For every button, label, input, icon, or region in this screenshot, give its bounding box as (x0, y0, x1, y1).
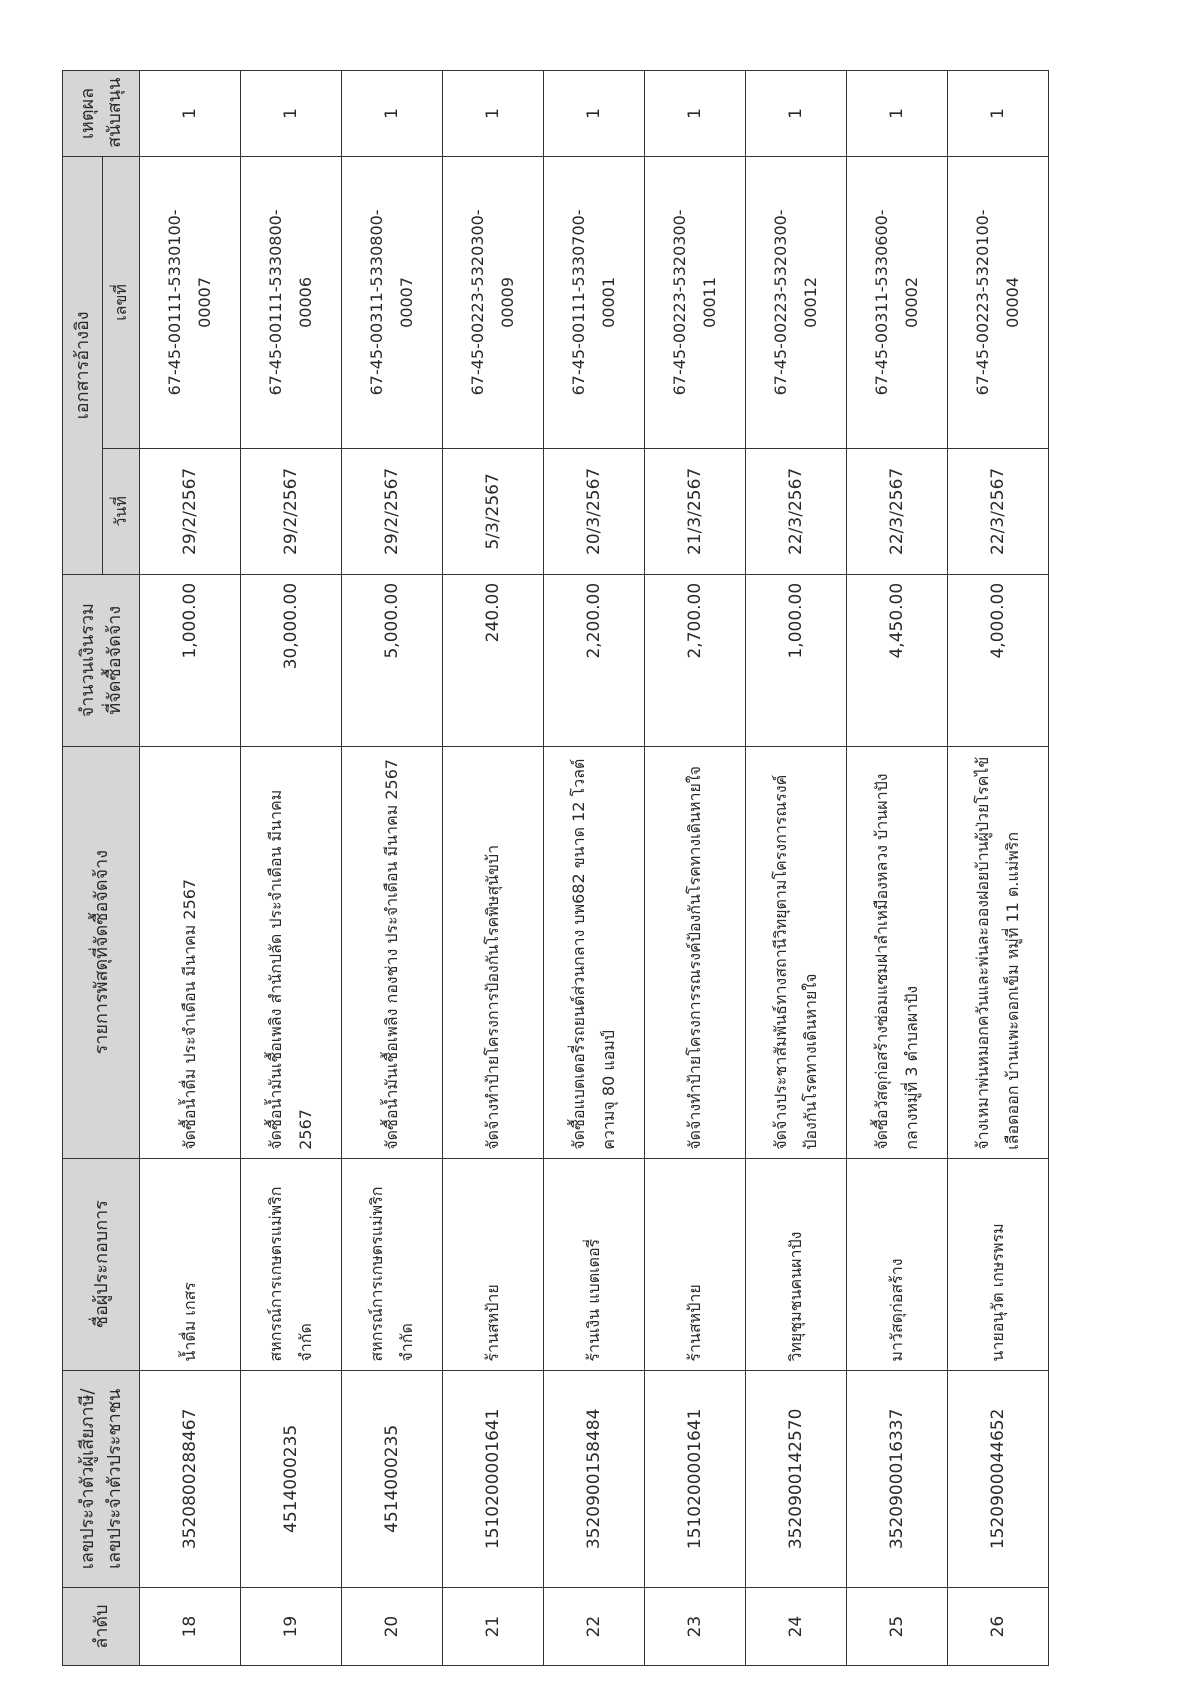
row-doc-no: 67-45-00223-5320100- 00004 (948, 156, 1049, 448)
row-reason: 1 (645, 71, 746, 157)
row-vendor: น้ำดื่ม เกสร (140, 1158, 241, 1370)
row-date: 5/3/2567 (443, 448, 544, 574)
table-row (241, 71, 342, 1666)
row-seq: 18 (140, 1588, 241, 1666)
table-row (342, 71, 443, 1666)
row-items: จัดจ้างทำป้ายโครงการรณรงค์ป้องกันโรคทางเดินหายใจ (645, 746, 746, 1158)
row-reason: 1 (342, 71, 443, 157)
row-items: จ้างเหมาพ่นหมอกควันและพ่นละอองฝอยบ้านผู้ป่วยโรคไข้เลือดออก บ้านแพะดอกเข็ม หมู่ที่ 11 ต.แม่พริก (948, 746, 1049, 1158)
row-reason: 1 (443, 71, 544, 157)
row-seq: 26 (948, 1588, 1049, 1666)
row-amount: 1,000.00 (746, 574, 847, 746)
table-row (140, 71, 241, 1666)
row-tax-id: 3520900158484 (544, 1370, 645, 1588)
row-tax-id: 3520900142570 (746, 1370, 847, 1588)
table-body (140, 71, 1049, 1666)
header-reason: เหตุผล สนับสนุน (63, 71, 140, 157)
row-date: 29/2/2567 (342, 448, 443, 574)
row-amount: 4,450.00 (847, 574, 948, 746)
row-vendor: มาวัสดุก่อสร้าง (847, 1158, 948, 1370)
row-doc-no: 67-45-00311-5330800- 00007 (342, 156, 443, 448)
row-doc-no: 67-45-00111-5330800- 00006 (241, 156, 342, 448)
row-seq: 23 (645, 1588, 746, 1666)
row-reason: 1 (746, 71, 847, 157)
row-items: จัดจ้างประชาสัมพันธ์ทางสถานีวิทยุตามโครงการณรงค์ป้องกันโรคทางเดินหายใจ (746, 746, 847, 1158)
row-tax-id: 3520900016337 (847, 1370, 948, 1588)
row-amount: 2,200.00 (544, 574, 645, 746)
row-seq: 22 (544, 1588, 645, 1666)
header-seq: ลำดับ (63, 1588, 140, 1666)
row-vendor: ร้านสหป้าย (645, 1158, 746, 1370)
header-items: รายการพัสดุที่จัดซื้อจัดจ้าง (63, 746, 140, 1158)
row-reason: 1 (140, 71, 241, 157)
row-date: 20/3/2567 (544, 448, 645, 574)
table-row (544, 71, 645, 1666)
row-vendor: สหกรณ์การเกษตรแม่พริก จำกัด (241, 1158, 342, 1370)
row-tax-id: 4514000235 (241, 1370, 342, 1588)
header-tax-id: เลขประจำตัวผู้เสียภาษี/ เลขประจำตัวประชาชน (63, 1370, 140, 1588)
row-date: 29/2/2567 (140, 448, 241, 574)
header-ref-doc: เอกสารอ้างอิง (63, 156, 103, 574)
row-items: จัดซื้อน้ำดื่ม ประจำเดือน มีนาคม 2567 (140, 746, 241, 1158)
row-tax-id: 1520900044652 (948, 1370, 1049, 1588)
row-doc-no: 67-45-00111-5330100- 00007 (140, 156, 241, 448)
row-amount: 4,000.00 (948, 574, 1049, 746)
row-amount: 5,000.00 (342, 574, 443, 746)
header-amount: จำนวนเงินรวม ที่จัดซื้อจัดจ้าง (63, 574, 140, 746)
table-row (443, 71, 544, 1666)
row-doc-no: 67-45-00111-5330700- 00001 (544, 156, 645, 448)
row-doc-no: 67-45-00223-5320300- 00009 (443, 156, 544, 448)
row-vendor: นายอนุวัต เกษรพรม (948, 1158, 1049, 1370)
row-items: จัดซื้อแบตเตอรี่รถยนต์ส่วนกลาง บพ682 ขนาด 12 โวลต์ ความจุ 80 แอมป์ (544, 746, 645, 1158)
row-reason: 1 (241, 71, 342, 157)
row-amount: 30,000.00 (241, 574, 342, 746)
row-date: 21/3/2567 (645, 448, 746, 574)
table-row (645, 71, 746, 1666)
row-seq: 21 (443, 1588, 544, 1666)
row-amount: 240.00 (443, 574, 544, 746)
row-tax-id: 1510200001641 (645, 1370, 746, 1588)
row-items: จัดซื้อน้ำมันเชื้อเพลิง กองช่าง ประจำเดือน มีนาคม 2567 (342, 746, 443, 1158)
header-ref-no: เลขที่ (103, 156, 140, 448)
row-vendor: ร้านเงิน แบตเตอรี่ (544, 1158, 645, 1370)
row-tax-id: 4514000235 (342, 1370, 443, 1588)
row-items: จัดซื้อวัสดุก่อสร้างซ่อมแซมฝาลำเหมืองหลวง บ้านผาปังกลางหมู่ที่ 3 ตำบลผาปัง (847, 746, 948, 1158)
row-date: 22/3/2567 (847, 448, 948, 574)
row-seq: 24 (746, 1588, 847, 1666)
row-vendor: วิทยุชุมชนคนผาปัง (746, 1158, 847, 1370)
row-doc-no: 67-45-00223-5320300- 00011 (645, 156, 746, 448)
row-items: จัดจ้างทำป้ายโครงการป้องกันโรคพิษสุนัขบ้า (443, 746, 544, 1158)
table-row (746, 71, 847, 1666)
row-date: 29/2/2567 (241, 448, 342, 574)
row-amount: 2,700.00 (645, 574, 746, 746)
row-tax-id: 3520800288467 (140, 1370, 241, 1588)
table-header (63, 71, 140, 1666)
row-date: 22/3/2567 (948, 448, 1049, 574)
row-vendor: ร้านสหป้าย (443, 1158, 544, 1370)
row-reason: 1 (544, 71, 645, 157)
row-reason: 1 (948, 71, 1049, 157)
row-amount: 1,000.00 (140, 574, 241, 746)
row-vendor: สหกรณ์การเกษตรแม่พริก จำกัด (342, 1158, 443, 1370)
row-tax-id: 1510200001641 (443, 1370, 544, 1588)
row-doc-no: 67-45-00223-5320300- 00012 (746, 156, 847, 448)
table-row (948, 71, 1049, 1666)
row-date: 22/3/2567 (746, 448, 847, 574)
header-vendor: ชื่อผู้ประกอบการ (63, 1158, 140, 1370)
row-doc-no: 67-45-00311-5330600- 00002 (847, 156, 948, 448)
row-seq: 20 (342, 1588, 443, 1666)
table-row (847, 71, 948, 1666)
row-seq: 19 (241, 1588, 342, 1666)
header-ref-date: วันที่ (103, 448, 140, 574)
row-seq: 25 (847, 1588, 948, 1666)
procurement-table (62, 70, 1049, 1666)
row-reason: 1 (847, 71, 948, 157)
row-items: จัดซื้อน้ำมันเชื้อเพลิง สำนักปลัด ประจำเดือน มีนาคม 2567 (241, 746, 342, 1158)
